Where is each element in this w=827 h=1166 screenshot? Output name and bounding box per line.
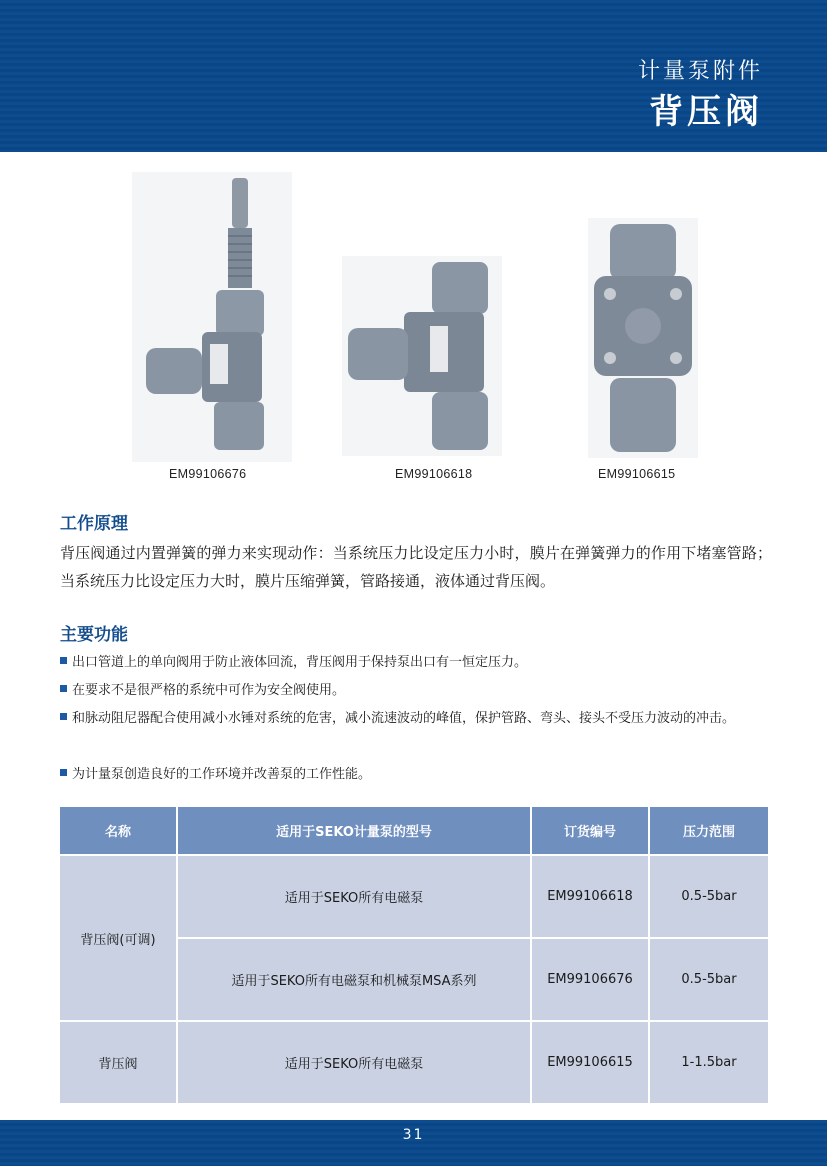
table-cell-model: 适用于SEKO所有电磁泵和机械泵MSA系列 bbox=[178, 939, 530, 1020]
product-image-2 bbox=[342, 256, 502, 456]
bullet-square-icon bbox=[60, 769, 67, 776]
table-cell-code: EM99106615 bbox=[532, 1022, 648, 1103]
table-cell-code: EM99106676 bbox=[532, 939, 648, 1020]
table-header-model: 适用于SEKO计量泵的型号 bbox=[178, 807, 530, 854]
bullet-square-icon bbox=[60, 657, 67, 664]
table-cell-pressure: 0.5-5bar bbox=[650, 856, 768, 937]
function-item-text: 出口管道上的单向阀用于防止液体回流，背压阀用于保持泵出口有一恒定压力。 bbox=[72, 655, 528, 670]
product-image-3 bbox=[588, 218, 698, 458]
table-header-pressure: 压力范围 bbox=[650, 807, 768, 854]
table-cell-pressure: 1-1.5bar bbox=[650, 1022, 768, 1103]
table-cell-model: 适用于SEKO所有电磁泵 bbox=[178, 856, 530, 937]
table-cell-model: 适用于SEKO所有电磁泵 bbox=[178, 1022, 530, 1103]
page-number: 31 bbox=[402, 1127, 425, 1143]
table-cell-pressure: 0.5-5bar bbox=[650, 939, 768, 1020]
function-item-2 bbox=[60, 678, 772, 704]
function-item-text: 和脉动阻尼器配合使用减小水锤对系统的危害，减小流速波动的峰值，保护管路、弯头、接头不受压力波动的冲击。 bbox=[72, 711, 736, 726]
table-header-name: 名称 bbox=[60, 807, 176, 854]
table-header-code: 订货编号 bbox=[532, 807, 648, 854]
table-cell-name: 背压阀 bbox=[60, 1022, 176, 1103]
product-code-1: EM99106676 bbox=[169, 467, 247, 481]
header-subtitle: 计量泵附件 bbox=[637, 59, 763, 84]
table-cell-name: 背压阀(可调) bbox=[60, 856, 176, 1020]
product-table bbox=[60, 807, 768, 1103]
section-title-main-functions: 主要功能 bbox=[60, 625, 128, 645]
function-item-text: 为计量泵创造良好的工作环境并改善泵的工作性能。 bbox=[72, 767, 372, 782]
header-title: 背压阀 bbox=[649, 92, 763, 132]
function-item-4 bbox=[60, 762, 772, 788]
section-title-working-principle: 工作原理 bbox=[60, 514, 128, 534]
bullet-square-icon bbox=[60, 713, 67, 720]
bullet-square-icon bbox=[60, 685, 67, 692]
product-code-2: EM99106618 bbox=[395, 467, 473, 481]
product-image-1 bbox=[132, 172, 292, 462]
product-code-3: EM99106615 bbox=[598, 467, 676, 481]
table-cell-code: EM99106618 bbox=[532, 856, 648, 937]
function-item-text: 在要求不是很严格的系统中可作为安全阀使用。 bbox=[72, 683, 346, 698]
header-band bbox=[0, 0, 827, 152]
function-item-1 bbox=[60, 650, 772, 676]
working-principle-text: 背压阀通过内置弹簧的弹力来实现动作：当系统压力比设定压力小时，膜片在弹簧弹力的作用下堵塞管路；当系统压力比设定压力大时，膜片压缩弹簧，管路接通，液体通过背压阀。 bbox=[60, 544, 772, 590]
function-item-3 bbox=[60, 706, 772, 732]
